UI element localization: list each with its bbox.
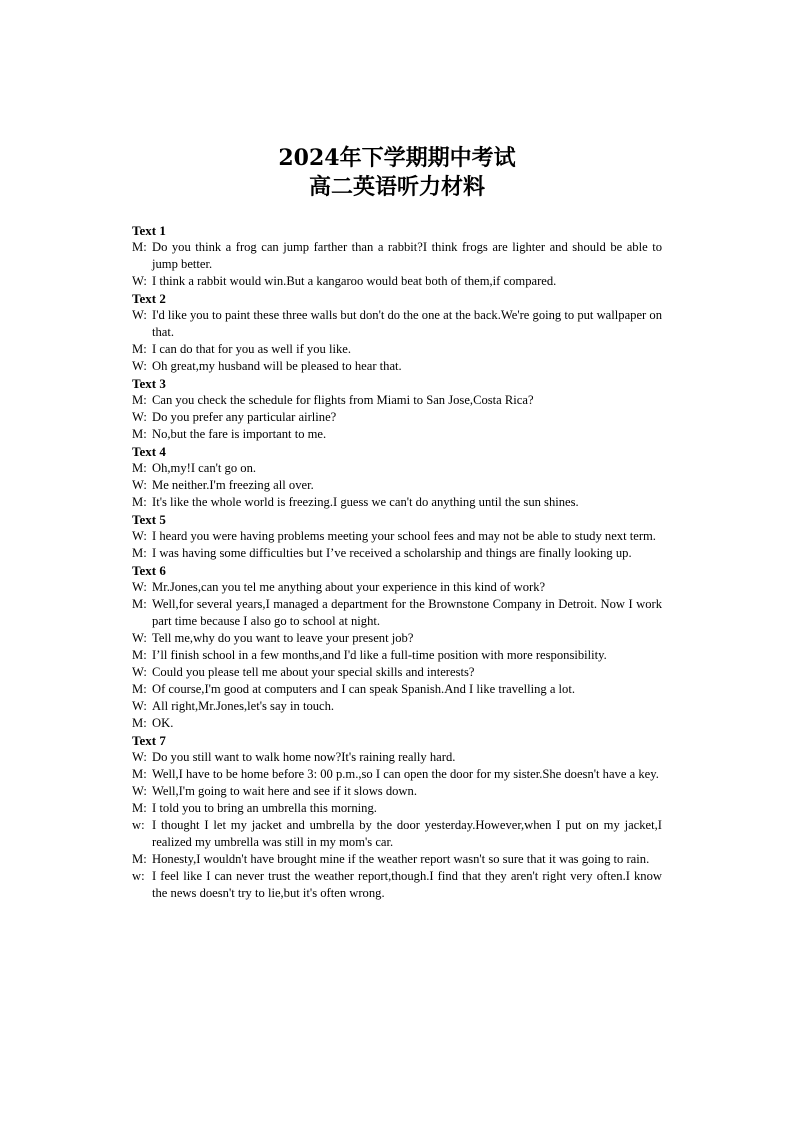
speech-text: Do you prefer any particular airline? [152, 410, 337, 424]
speech-text: I’ll finish school in a few months,and I'd like a full-time position with more responsibility. [152, 648, 607, 662]
speech-text: I feel like I can never trust the weather report,though.I find that they aren't right very often.I know the news doesn't try to lie,but it's often wrong. [152, 869, 662, 900]
speaker-label: W: [132, 410, 147, 424]
transcript-section [132, 375, 662, 443]
section-heading: Text 7 [132, 733, 166, 748]
dialogue-line [132, 528, 662, 545]
speech-text: Do you still want to walk home now?It's raining really hard. [152, 750, 456, 764]
speech-text: I can do that for you as well if you like. [152, 342, 351, 356]
speech-text: OK. [152, 716, 174, 730]
speech-text: I heard you were having problems meeting your school fees and may not be able to study next term. [152, 529, 656, 543]
speech-text: It's like the whole world is freezing.I guess we can't do anything until the sun shines. [152, 495, 579, 509]
speaker-label: W: [132, 529, 147, 543]
title-line-1: 2024年下学期期中考试 [278, 145, 516, 171]
speech-text: All right,Mr.Jones,let's say in touch. [152, 699, 335, 713]
speaker-label: W: [132, 478, 147, 492]
dialogue-line [132, 358, 662, 375]
transcript-section [132, 443, 662, 511]
speech-text: I think a rabbit would win.But a kangaroo would beat both of them,if compared. [152, 274, 557, 288]
speech-text: Me neither.I'm freezing all over. [152, 478, 314, 492]
speech-text: No,but the fare is important to me. [152, 427, 327, 441]
speech-text: Well,I have to be home before 3: 00 p.m.,so I can open the door for my sister.She doesn't have a key. [152, 767, 659, 781]
transcript-section [132, 222, 662, 290]
speech-text: Tell me,why do you want to leave your present job? [152, 631, 414, 645]
dialogue-line [132, 817, 662, 851]
section-heading: Text 2 [132, 291, 166, 306]
speaker-label: M: [132, 852, 147, 866]
dialogue-line [132, 715, 662, 732]
document-page [132, 144, 662, 902]
dialogue-line [132, 664, 662, 681]
section-heading: Text 1 [132, 223, 166, 238]
speaker-label: M: [132, 767, 147, 781]
dialogue-line [132, 647, 662, 664]
speech-text: Well,for several years,I managed a department for the Brownstone Company in Detroit. Now I work part time because I also go to school at night. [152, 597, 662, 628]
dialogue-line [132, 749, 662, 766]
dialogue-line [132, 579, 662, 596]
speech-text: Mr.Jones,can you tel me anything about your experience in this kind of work? [152, 580, 546, 594]
speaker-label: M: [132, 716, 147, 730]
dialogue-line [132, 494, 662, 511]
speech-text: Oh great,my husband will be pleased to hear that. [152, 359, 402, 373]
speech-text: I thought I let my jacket and umbrella by the door yesterday.However,when I put on my jacket,I realized my umbrella was still in my mom's car. [152, 818, 662, 849]
speaker-label: W: [132, 784, 147, 798]
transcript-section [132, 290, 662, 375]
speech-text: Of course,I'm good at computers and I can speak Spanish.And I like travelling a lot. [152, 682, 575, 696]
speaker-label: M: [132, 682, 147, 696]
section-heading: Text 5 [132, 512, 166, 527]
transcript-section [132, 511, 662, 562]
speech-text: Can you check the schedule for flights from Miami to San Jose,Costa Rica? [152, 393, 534, 407]
speech-text: I told you to bring an umbrella this morning. [152, 801, 377, 815]
speech-text: Well,I'm going to wait here and see if it slows down. [152, 784, 417, 798]
dialogue-line [132, 800, 662, 817]
speaker-label: W: [132, 274, 147, 288]
section-heading: Text 6 [132, 563, 166, 578]
speaker-label: M: [132, 495, 147, 509]
speech-text: Do you think a frog can jump farther than a rabbit?I think frogs are lighter and should be able to jump better. [152, 240, 662, 271]
dialogue-line [132, 460, 662, 477]
speaker-label: M: [132, 427, 147, 441]
transcript-section [132, 732, 662, 902]
speaker-label: W: [132, 359, 147, 373]
dialogue-line [132, 307, 662, 341]
dialogue-line [132, 868, 662, 902]
title-line-2: 高二英语听力材料 [308, 174, 485, 200]
dialogue-line [132, 766, 662, 783]
speaker-label: M: [132, 342, 147, 356]
dialogue-line [132, 630, 662, 647]
speaker-label: W: [132, 580, 147, 594]
section-heading: Text 3 [132, 376, 166, 391]
speaker-label: W: [132, 308, 147, 322]
dialogue-line [132, 341, 662, 358]
dialogue-line [132, 681, 662, 698]
speaker-label: M: [132, 597, 147, 611]
dialogue-line [132, 409, 662, 426]
speaker-label: M: [132, 461, 147, 475]
speech-text: I was having some difficulties but I’ve received a scholarship and things are finally looking up. [152, 546, 632, 560]
speaker-label: M: [132, 648, 147, 662]
speaker-label: W: [132, 665, 147, 679]
speaker-label: w: [132, 869, 145, 883]
section-heading: Text 4 [132, 444, 166, 459]
speech-text: Could you please tell me about your special skills and interests? [152, 665, 475, 679]
dialogue-line [132, 783, 662, 800]
speaker-label: W: [132, 699, 147, 713]
dialogue-line [132, 426, 662, 443]
speech-text: Oh,my!I can't go on. [152, 461, 257, 475]
dialogue-line [132, 239, 662, 273]
transcript-sections [132, 222, 662, 902]
speaker-label: W: [132, 631, 147, 645]
speaker-label: w: [132, 818, 145, 832]
dialogue-line [132, 698, 662, 715]
dialogue-line [132, 596, 662, 630]
dialogue-line [132, 477, 662, 494]
dialogue-line [132, 273, 662, 290]
speaker-label: M: [132, 546, 147, 560]
speaker-label: W: [132, 750, 147, 764]
transcript-section [132, 562, 662, 732]
speaker-label: M: [132, 801, 147, 815]
dialogue-line [132, 851, 662, 868]
speaker-label: M: [132, 240, 147, 254]
dialogue-line [132, 392, 662, 409]
dialogue-line [132, 545, 662, 562]
speech-text: Honesty,I wouldn't have brought mine if the weather report wasn't so sure that it was going to rain. [152, 852, 650, 866]
document-title [132, 144, 662, 202]
speech-text: I'd like you to paint these three walls but don't do the one at the back.We're going to put wallpaper on that. [152, 308, 662, 339]
speaker-label: M: [132, 393, 147, 407]
